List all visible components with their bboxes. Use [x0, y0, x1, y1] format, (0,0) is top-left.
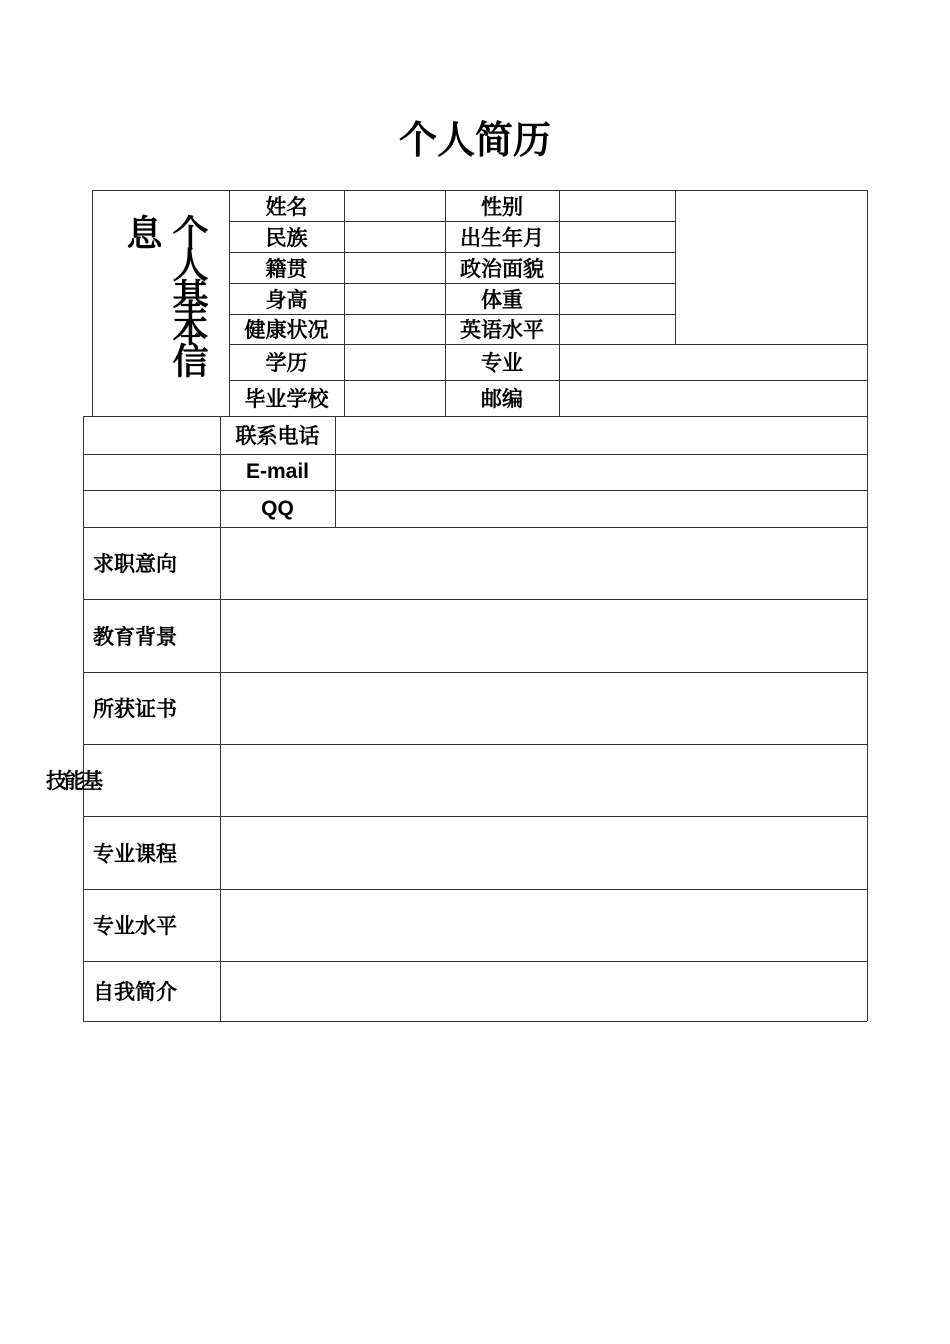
value-edu-background[interactable]: [221, 600, 866, 671]
value-postcode[interactable]: [560, 381, 866, 415]
label-gender: 性别: [481, 194, 523, 219]
value-level[interactable]: [221, 890, 866, 960]
value-health[interactable]: [345, 315, 444, 343]
label-major: 专业: [481, 351, 523, 375]
value-qq[interactable]: [336, 491, 866, 526]
label-birth: 出生年月: [460, 225, 544, 250]
label-level: 专业水平: [93, 914, 177, 938]
value-phone[interactable]: [336, 417, 866, 453]
page-title: 个人简历: [398, 118, 551, 162]
label-politics: 政治面貌: [460, 256, 544, 281]
value-courses[interactable]: [221, 817, 866, 888]
label-health: 健康状况: [244, 318, 329, 342]
value-english[interactable]: [560, 315, 674, 343]
label-ethnicity: 民族: [265, 225, 308, 250]
value-hometown[interactable]: [345, 253, 444, 282]
value-major[interactable]: [560, 345, 866, 379]
label-email: E-mail: [245, 460, 310, 483]
value-education[interactable]: [345, 345, 444, 379]
value-self-intro[interactable]: [221, 962, 866, 1020]
label-weight: 体重: [481, 287, 523, 312]
label-self-intro: 自我简介: [93, 980, 177, 1004]
value-weight[interactable]: [560, 284, 674, 313]
value-email[interactable]: [336, 455, 866, 489]
label-qq: QQ: [261, 496, 294, 520]
label-name: 姓名: [265, 194, 308, 219]
label-courses: 专业课程: [93, 841, 177, 866]
label-job-intent: 求职意向: [93, 552, 177, 576]
value-certificates[interactable]: [221, 673, 866, 743]
label-skills: 技能基: [46, 769, 100, 793]
photo-area[interactable]: [676, 191, 866, 343]
value-gender[interactable]: [560, 191, 674, 220]
value-height[interactable]: [345, 284, 444, 313]
label-hometown: 籍贯: [265, 256, 308, 281]
label-education: 学历: [265, 351, 308, 375]
label-postcode: 邮编: [481, 387, 523, 411]
label-english: 英语水平: [460, 318, 544, 342]
label-phone: 联系电话: [235, 424, 320, 448]
value-birth[interactable]: [560, 222, 674, 251]
value-skills[interactable]: [221, 745, 866, 815]
value-name[interactable]: [345, 191, 444, 220]
label-certificates: 所获证书: [93, 697, 177, 721]
label-edu-background: 教育背景: [93, 624, 177, 649]
section-heading: 个人基本信息: [121, 214, 208, 374]
value-school[interactable]: [345, 381, 444, 415]
value-politics[interactable]: [560, 253, 674, 282]
label-school: 毕业学校: [244, 387, 329, 411]
value-ethnicity[interactable]: [345, 222, 444, 251]
value-job-intent[interactable]: [221, 528, 866, 598]
label-height: 身高: [265, 287, 308, 312]
